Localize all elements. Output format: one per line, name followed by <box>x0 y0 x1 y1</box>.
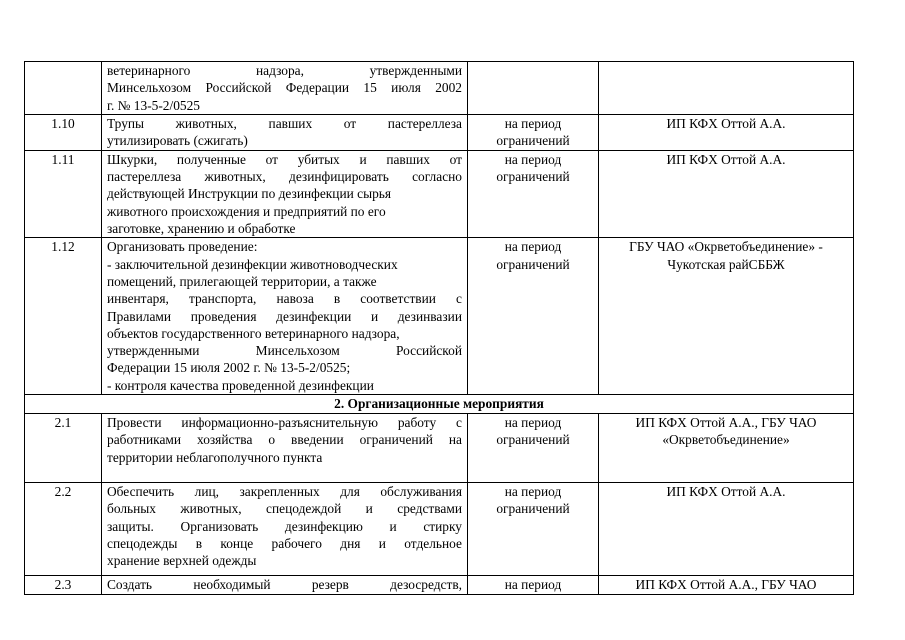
responsible-cell <box>599 150 854 237</box>
period-line: на период <box>504 415 562 431</box>
row-number-cell: 1.11 <box>25 150 102 237</box>
period-line: на период <box>504 151 562 167</box>
description-line: работниками хозяйства о введении ограничений на <box>107 432 462 448</box>
description-line: г. № 13-5-2/0525 <box>107 97 201 113</box>
row-number-cell: 2.1 <box>25 414 102 483</box>
row-number-cell: 1.12 <box>25 238 102 395</box>
responsible-cell <box>599 414 854 483</box>
measures-table <box>24 61 854 595</box>
table-row <box>25 576 854 595</box>
description-line: Организовать проведение: <box>107 239 258 255</box>
period-line: на период <box>504 239 562 255</box>
responsible-cell <box>599 576 854 595</box>
description-line: животного происхождения и предприятий по его <box>107 203 386 219</box>
row-number-cell: 2.3 <box>25 576 102 595</box>
responsible-line: ГБУ ЧАО «Окрветобъединение» - <box>629 239 823 255</box>
responsible-cell <box>599 114 854 150</box>
table-row <box>25 483 854 576</box>
description-line: Провести информационно-разъяснительную работу с <box>107 415 462 431</box>
period-cell <box>468 576 599 595</box>
row-number-cell: 2.2 <box>25 483 102 576</box>
measure-description-cell <box>102 576 468 595</box>
description-line: заготовке, хранению и обработке <box>107 221 296 237</box>
table-row <box>25 114 854 150</box>
measure-description-cell <box>102 483 468 576</box>
responsible-cell <box>599 62 854 115</box>
row-number-cell <box>25 62 102 115</box>
table-row <box>25 150 854 237</box>
responsible-line: ИП КФХ Оттой А.А. <box>666 115 786 131</box>
description-line: объектов государственного ветеринарного надзора, <box>107 325 400 341</box>
period-line: ограничений <box>496 256 570 272</box>
responsible-cell <box>599 238 854 395</box>
measure-description-cell <box>102 62 468 115</box>
period-cell <box>468 414 599 483</box>
description-line: помещений, прилегающей территории, а также <box>107 273 377 289</box>
period-line: на период <box>504 115 562 131</box>
description-line: больных животных, спецодеждой и средствами <box>107 501 462 517</box>
description-line: защиты. Организовать дезинфекцию и стирку <box>107 518 462 534</box>
description-line: спецодежды в конце рабочего дня и отдельное <box>107 535 462 551</box>
description-line: - заключительной дезинфекции животноводческих <box>107 256 398 272</box>
responsible-line: «Окрветобъединение» <box>662 432 790 448</box>
description-line: Трупы животных, павших от пастереллеза <box>107 115 462 131</box>
responsible-cell <box>599 483 854 576</box>
description-line: действующей Инструкции по дезинфекции сырья <box>107 186 392 202</box>
description-line: Шкурки, полученные от убитых и павших от <box>107 151 462 167</box>
description-line: Правилами проведения дезинфекции и дезинвазии <box>107 308 462 324</box>
period-line: ограничений <box>496 432 570 448</box>
period-cell <box>468 62 599 115</box>
measure-description-cell <box>102 238 468 395</box>
period-line: ограничений <box>496 501 570 517</box>
period-line: на период <box>504 577 562 593</box>
description-line: утилизировать (сжигать) <box>107 133 248 149</box>
description-line: хранение верхней одежды <box>107 553 257 569</box>
description-line: Обеспечить лиц, закрепленных для обслуживания <box>107 484 462 500</box>
description-line: утвержденными Минсельхозом Российской <box>107 343 462 359</box>
description-line: территории неблагополучного пункта <box>107 449 323 465</box>
period-line: на период <box>504 484 562 500</box>
description-line: инвентаря, транспорта, навоза в соответствии с <box>107 291 462 307</box>
description-line: Создать необходимый резерв дезосредств, <box>107 577 462 593</box>
period-cell <box>468 238 599 395</box>
description-line: - контроля качества проведенной дезинфекции <box>107 377 374 393</box>
responsible-line: Чукотская райСББЖ <box>667 256 785 272</box>
row-number-cell: 1.10 <box>25 114 102 150</box>
measure-description-cell <box>102 414 468 483</box>
description-line: ветеринарного надзора, утвержденными <box>107 63 462 78</box>
table-row <box>25 238 854 395</box>
measure-description-cell <box>102 150 468 237</box>
responsible-line: ИП КФХ Оттой А.А., ГБУ ЧАО <box>635 577 817 593</box>
description-line: пастереллеза животных, дезинфицировать согласно <box>107 169 462 185</box>
measure-description-cell <box>102 114 468 150</box>
section-row <box>25 395 854 414</box>
period-line: ограничений <box>496 133 570 149</box>
period-cell <box>468 114 599 150</box>
period-cell <box>468 150 599 237</box>
responsible-line: ИП КФХ Оттой А.А., ГБУ ЧАО <box>635 415 817 431</box>
period-cell <box>468 483 599 576</box>
description-line: Федерации 15 июля 2002 г. № 13-5-2/0525; <box>107 360 351 376</box>
table-row <box>25 62 854 115</box>
responsible-line: ИП КФХ Оттой А.А. <box>666 151 786 167</box>
responsible-line: ИП КФХ Оттой А.А. <box>666 484 786 500</box>
table-row <box>25 414 854 483</box>
description-line: Минсельхозом Российской Федерации 15 июля 2002 <box>107 80 462 96</box>
period-line: ограничений <box>496 169 570 185</box>
section-heading: 2. Организационные мероприятия <box>25 395 854 414</box>
